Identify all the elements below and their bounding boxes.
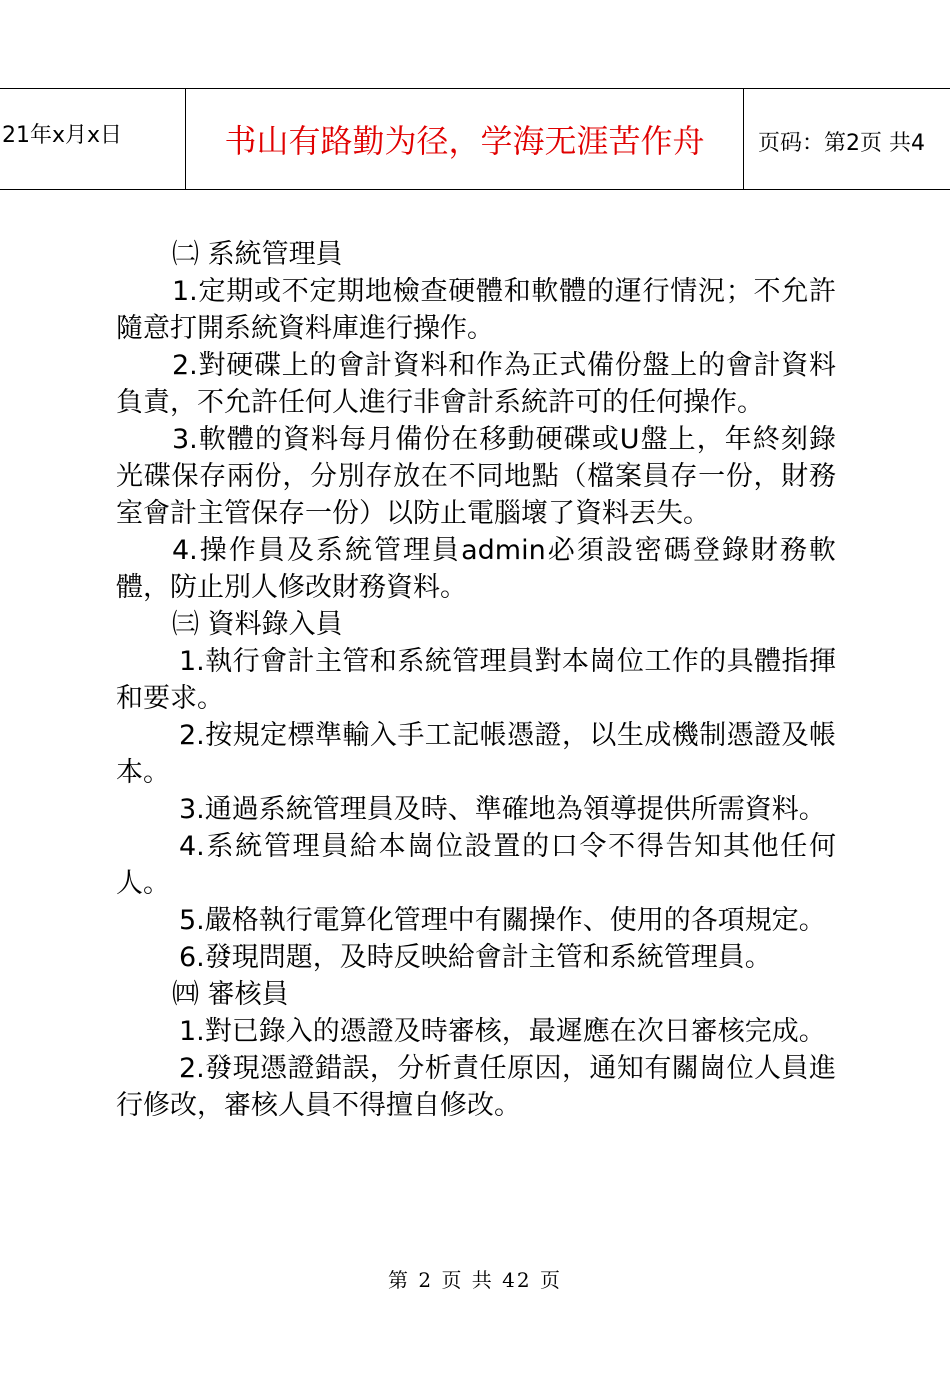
section-title-system-admin: ㈡ 系統管理員 bbox=[172, 239, 343, 270]
paragraph: 1.對已錄入的憑證及時審核，最遲應在次日審核完成。 bbox=[179, 1016, 826, 1047]
paragraph: 4.系統管理員給本崗位設置的口令不得告知其他任何人。 bbox=[116, 831, 836, 899]
paragraph: 6.發現問題，及時反映給會計主管和系統管理員。 bbox=[179, 942, 772, 973]
section-title-data-entry: ㈢ 資料錄入員 bbox=[172, 609, 343, 640]
paragraph: 3.軟體的資料每月備份在移動硬碟或U盤上，年終刻錄光碟保存兩份，分別存放在不同地點（檔案員存一份，財務室會計主管保存一份）以防止電腦壞了資料丟失。 bbox=[116, 424, 836, 529]
paragraph: 3.通過系統管理員及時、準確地為領導提供所需資料。 bbox=[179, 794, 826, 825]
paragraph: 4.操作員及系統管理員admin必須設密碼登錄財務軟體，防止別人修改財務資料。 bbox=[116, 535, 836, 603]
section-title-auditor: ㈣ 審核員 bbox=[172, 979, 289, 1010]
document-body bbox=[116, 236, 836, 1124]
header-motto: 书山有路勤为径，学海无涯苦作舟 bbox=[185, 89, 744, 189]
paragraph: 1.定期或不定期地檢查硬體和軟體的運行情況；不允許隨意打開系統資料庫進行操作。 bbox=[116, 276, 836, 344]
paragraph: 5.嚴格執行電算化管理中有關操作、使用的各項規定。 bbox=[179, 905, 826, 936]
paragraph: 2.按規定標準輸入手工記帳憑證，以生成機制憑證及帳本。 bbox=[116, 720, 836, 788]
paragraph: 2.發現憑證錯誤，分析責任原因，通知有關崗位人員進行修改，審核人員不得擅自修改。 bbox=[116, 1053, 836, 1121]
page-footer: 第 2 页 共 42 页 bbox=[388, 1268, 562, 1292]
paragraph: 1.執行會計主管和系統管理員對本崗位工作的具體指揮和要求。 bbox=[116, 646, 836, 714]
paragraph: 2.對硬碟上的會計資料和作為正式備份盤上的會計資料負責，不允許任何人進行非會計系統許可的任何操作。 bbox=[116, 350, 836, 418]
header-page-number: 页码：第2页 共4 bbox=[758, 130, 925, 156]
page-header bbox=[0, 88, 950, 190]
header-date: 21年x月x日 bbox=[2, 122, 123, 148]
